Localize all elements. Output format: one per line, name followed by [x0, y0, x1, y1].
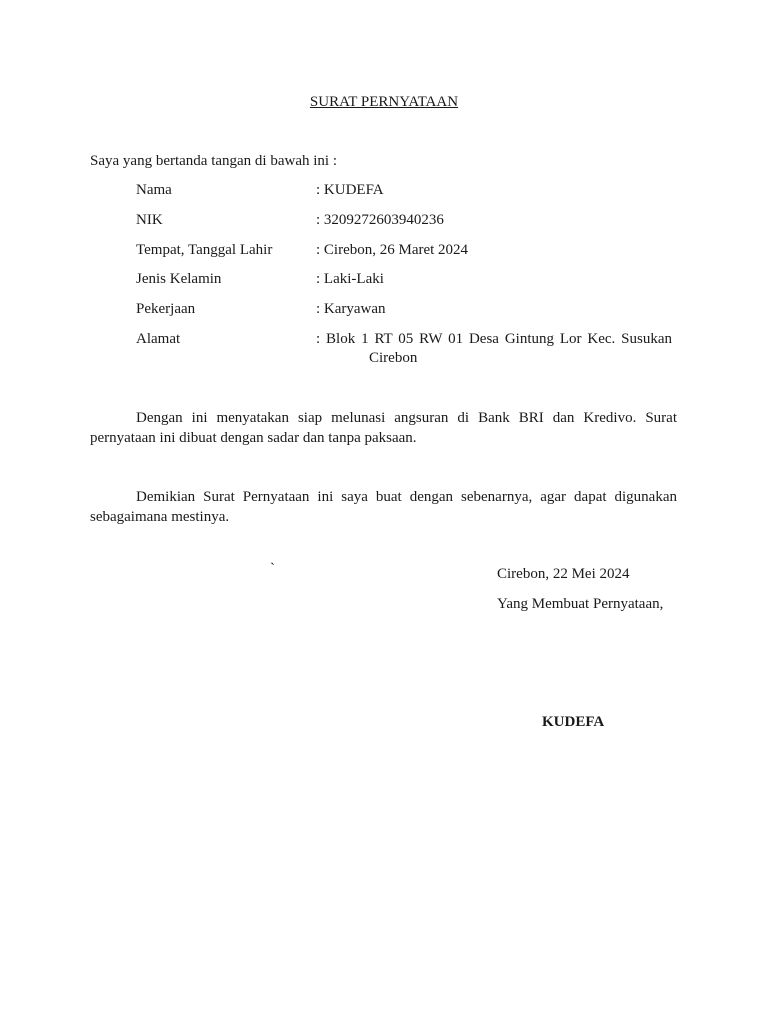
- field-label-alamat: Alamat: [136, 331, 181, 347]
- document-title: SURAT PERNYATAAN: [309, 94, 459, 110]
- signature-role: Yang Membuat Pernyataan,: [497, 596, 664, 612]
- stray-mark: `: [270, 561, 275, 577]
- field-value-nama: : KUDEFA: [316, 182, 384, 198]
- field-value-nik: : 3209272603940236: [316, 212, 444, 228]
- field-label-nik: NIK: [136, 212, 163, 228]
- paragraph-statement: Dengan ini menyatakan siap melunasi angsuran di Bank BRI dan Kredivo. Surat pernyataan ini dibuat dengan sadar dan tanpa paksaan.: [90, 410, 677, 446]
- paragraph-closing: Demikian Surat Pernyataan ini saya buat dengan sebenarnya, agar dapat digunakan sebagaimana mestinya.: [90, 489, 677, 525]
- field-row-nama: [136, 182, 676, 202]
- field-label-jenis-kelamin: Jenis Kelamin: [136, 271, 222, 287]
- signature-place-date: Cirebon, 22 Mei 2024: [497, 566, 630, 582]
- field-row-nik: [136, 212, 676, 232]
- signature-name: KUDEFA: [542, 714, 605, 730]
- field-value-alamat: : Blok 1 RT 05 RW 01 Desa Gintung Lor Kec. Susukan: [316, 331, 672, 347]
- intro-text: Saya yang bertanda tangan di bawah ini :: [90, 153, 338, 169]
- field-value-ttl: : Cirebon, 26 Maret 2024: [316, 242, 469, 258]
- field-value-jenis-kelamin: : Laki-Laki: [316, 271, 384, 287]
- field-value-alamat-cont: Cirebon: [369, 350, 418, 366]
- field-value-pekerjaan: : Karyawan: [316, 301, 386, 317]
- field-row-ttl: [136, 242, 676, 262]
- field-label-pekerjaan: Pekerjaan: [136, 301, 196, 317]
- field-row-alamat: [136, 331, 676, 351]
- field-label-nama: Nama: [136, 182, 172, 198]
- field-row-jenis-kelamin: [136, 271, 676, 291]
- field-label-ttl: Tempat, Tanggal Lahir: [136, 242, 273, 258]
- field-row-pekerjaan: [136, 301, 676, 321]
